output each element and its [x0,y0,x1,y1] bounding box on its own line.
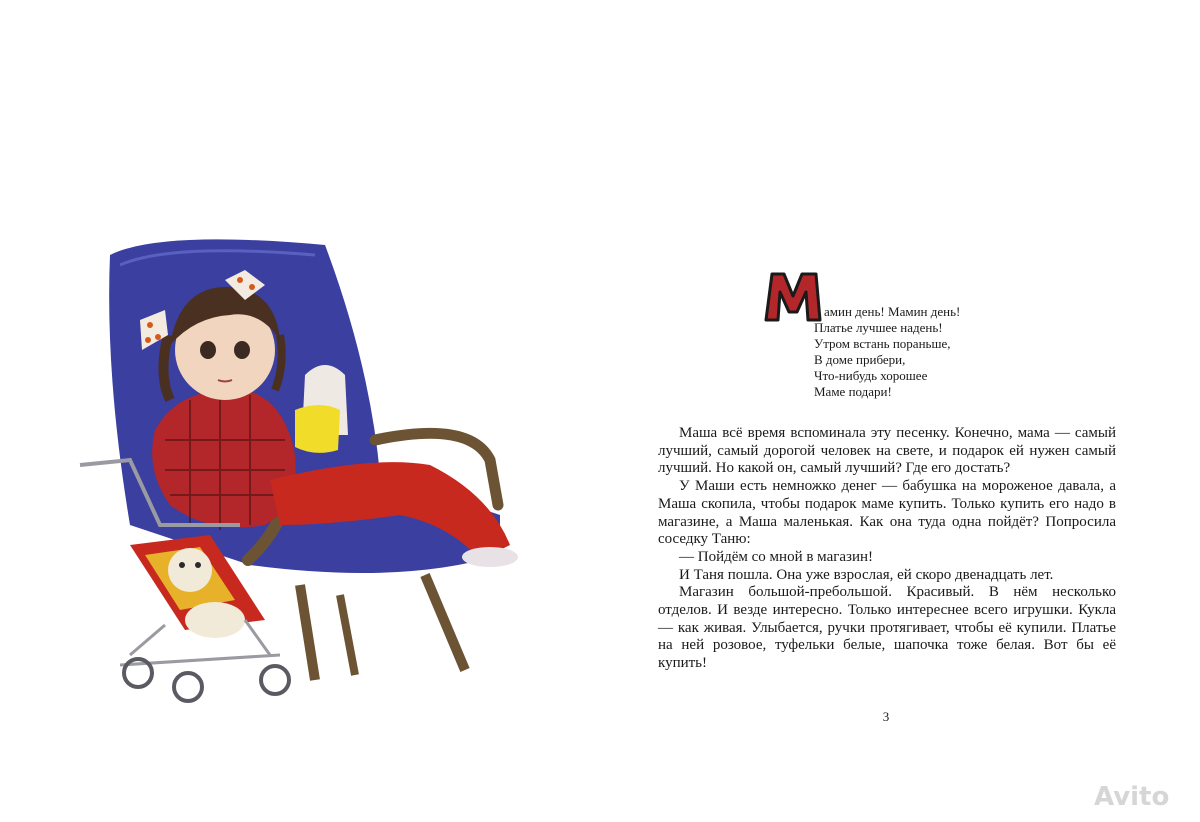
poem-lines [762,268,960,400]
watermark: Avito [1094,782,1170,812]
story-paragraph: Магазин большой-пребольшой. Красивый. В нём несколько отделов. И везде интересно. Только интереснее всего игрушки. Кукла — как живая. Улыбается, ручки протягивает, чтобы её купили. Платье на ней розовое, туфельки белые, шапочка тоже белая. Вот бы её купить! [658,584,1116,672]
story-paragraph: У Маши есть немножко денег — бабушка на мороженое давала, а Маша скопила, чтобы подарок маме купить. Только купить его надо в магазине, а Маша маленькая. Как она туда одна пойдёт? Попросила соседку Таню: [658,478,1116,548]
poem-line: Платье лучшее надень! [814,320,943,335]
poem-line: амин день! Мамин день! [824,304,961,319]
story-text [658,425,1116,673]
story-paragraph: И Таня пошла. Она уже взрослая, ей скоро двенадцать лет. [679,566,1054,583]
poem-line: Маме подари! [814,384,892,399]
poem-line: Утром встань пораньше, [814,336,951,351]
story-paragraph: Маша всё время вспоминала эту песенку. Конечно, мама — самый лучший, самый дорогой человек на свете, и подарок ей нужен самый лучший. Но какой он, самый лучший? Где его достать? [658,425,1116,477]
story-paragraph: — Пойдём со мной в магазин! [679,548,874,565]
page-number: 3 [882,709,890,724]
girl-in-armchair-illustration [70,225,560,725]
poem-line: Что-нибудь хорошее [814,368,928,383]
poem-line: В доме прибери, [814,352,906,367]
